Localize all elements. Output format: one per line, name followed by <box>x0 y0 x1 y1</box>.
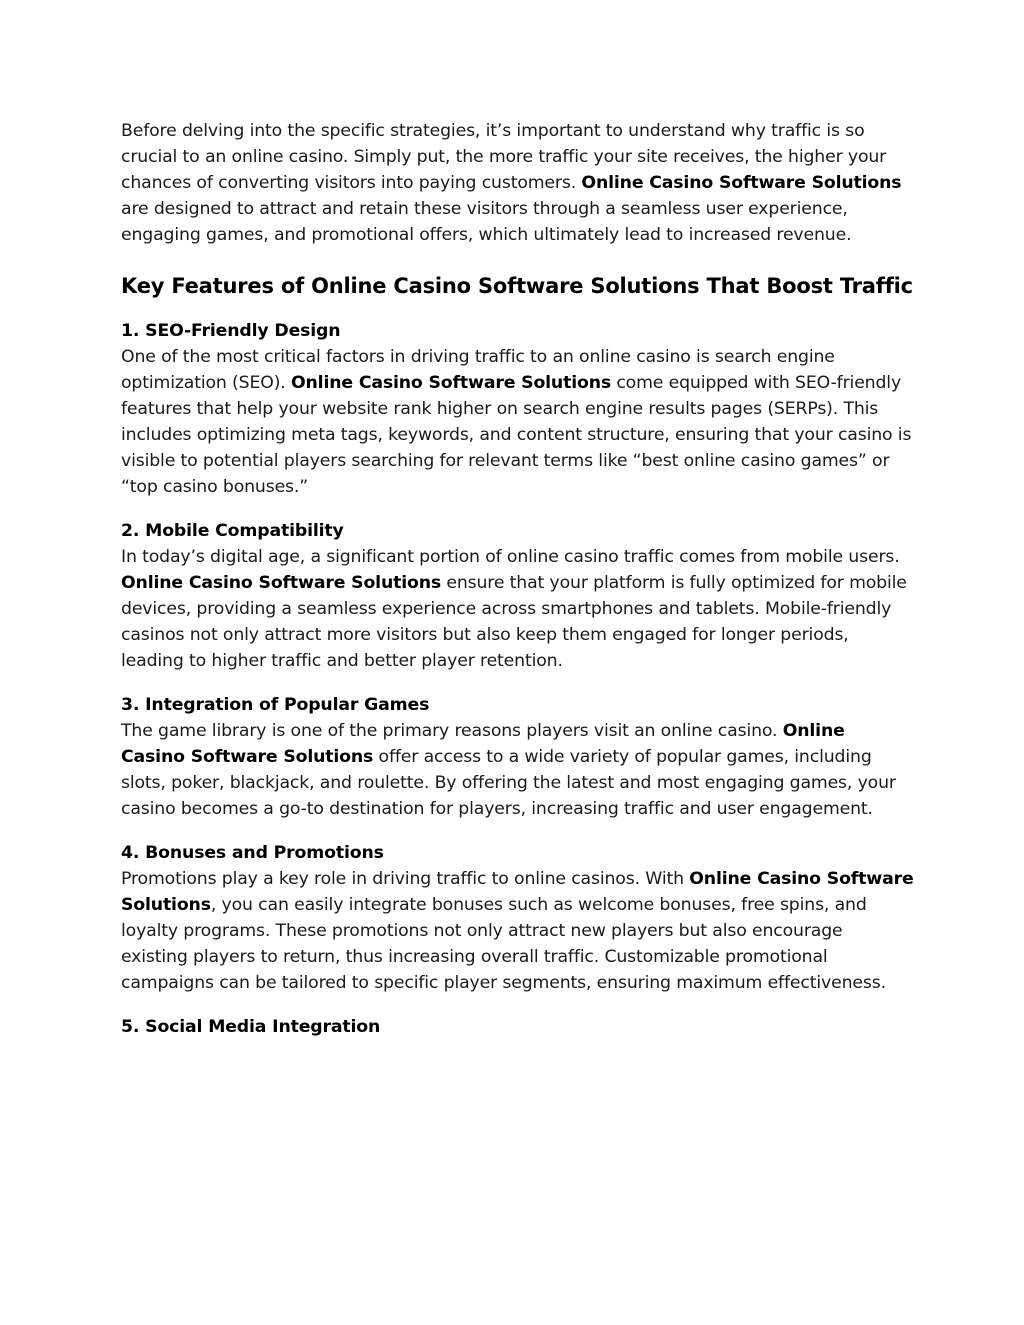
intro-text-start: Before delving into the specific strategies, it’s important to understand why traffic is so crucial to an online casino. Simply put, the more traffic your site receives, the higher your chances of converting visitors into paying customers. <box>121 121 887 193</box>
feature-paragraph-games <box>121 718 914 822</box>
feature-paragraph-seo <box>121 344 914 500</box>
feature-heading-seo: 1. SEO-Friendly Design <box>121 321 341 341</box>
feature-heading-social: 5. Social Media Integration <box>121 1017 381 1037</box>
feature-text-start: One of the most critical factors in driving traffic to an online casino is search engine optimization (SEO). <box>121 347 835 393</box>
feature-text-end: ensure that your platform is fully optimized for mobile devices, providing a seamless experience across smartphones and tablets. Mobile-friendly casinos not only attract more visitors but also keep them engaged for longer periods, leading to higher traffic and better player retention. <box>121 573 907 671</box>
intro-text-end: are designed to attract and retain these visitors through a seamless user experience, engaging games, and promotional offers, which ultimately lead to increased revenue. <box>121 199 852 245</box>
feature-heading-games: 3. Integration of Popular Games <box>121 695 430 715</box>
intro-bold-term: Online Casino Software Solutions <box>581 173 902 193</box>
feature-bold-term: Online Casino Software Solutions <box>121 869 914 915</box>
feature-paragraph-bonuses <box>121 866 914 996</box>
feature-text-end: , you can easily integrate bonuses such as welcome bonuses, free spins, and loyalty programs. These promotions not only attract new players but also encourage existing players to return, thus increasing overall traffic. Customizable promotional campaigns can be tailored to specific player segments, ensuring maximum effectiveness. <box>121 895 886 993</box>
feature-heading-mobile: 2. Mobile Compatibility <box>121 521 344 541</box>
feature-text-start: In today’s digital age, a significant portion of online casino traffic comes from mobile users. <box>121 547 900 567</box>
feature-bold-term: Online Casino Software Solutions <box>121 721 845 767</box>
feature-text-start: The game library is one of the primary reasons players visit an online casino. <box>121 721 783 741</box>
feature-bold-term: Online Casino Software Solutions <box>290 373 611 393</box>
feature-paragraph-mobile <box>121 544 914 674</box>
intro-paragraph <box>121 118 914 248</box>
feature-heading-bonuses: 4. Bonuses and Promotions <box>121 843 384 863</box>
feature-text-end: come equipped with SEO-friendly features that help your website rank higher on search engine results pages (SERPs). This includes optimizing meta tags, keywords, and content structure, ensuring that your casino is visible to potential players searching for relevant terms like “best online casino games” or “top casino bonuses.” <box>121 373 912 497</box>
feature-text-end: offer access to a wide variety of popular games, including slots, poker, blackjack, and roulette. By offering the latest and most engaging games, your casino becomes a go-to destination for players, increasing traffic and user engagement. <box>121 747 896 819</box>
feature-bold-term: Online Casino Software Solutions <box>121 573 441 593</box>
feature-text-start: Promotions play a key role in driving traffic to online casinos. With <box>121 869 690 889</box>
section-heading: Key Features of Online Casino Software Solutions That Boost Traffic <box>121 274 913 298</box>
